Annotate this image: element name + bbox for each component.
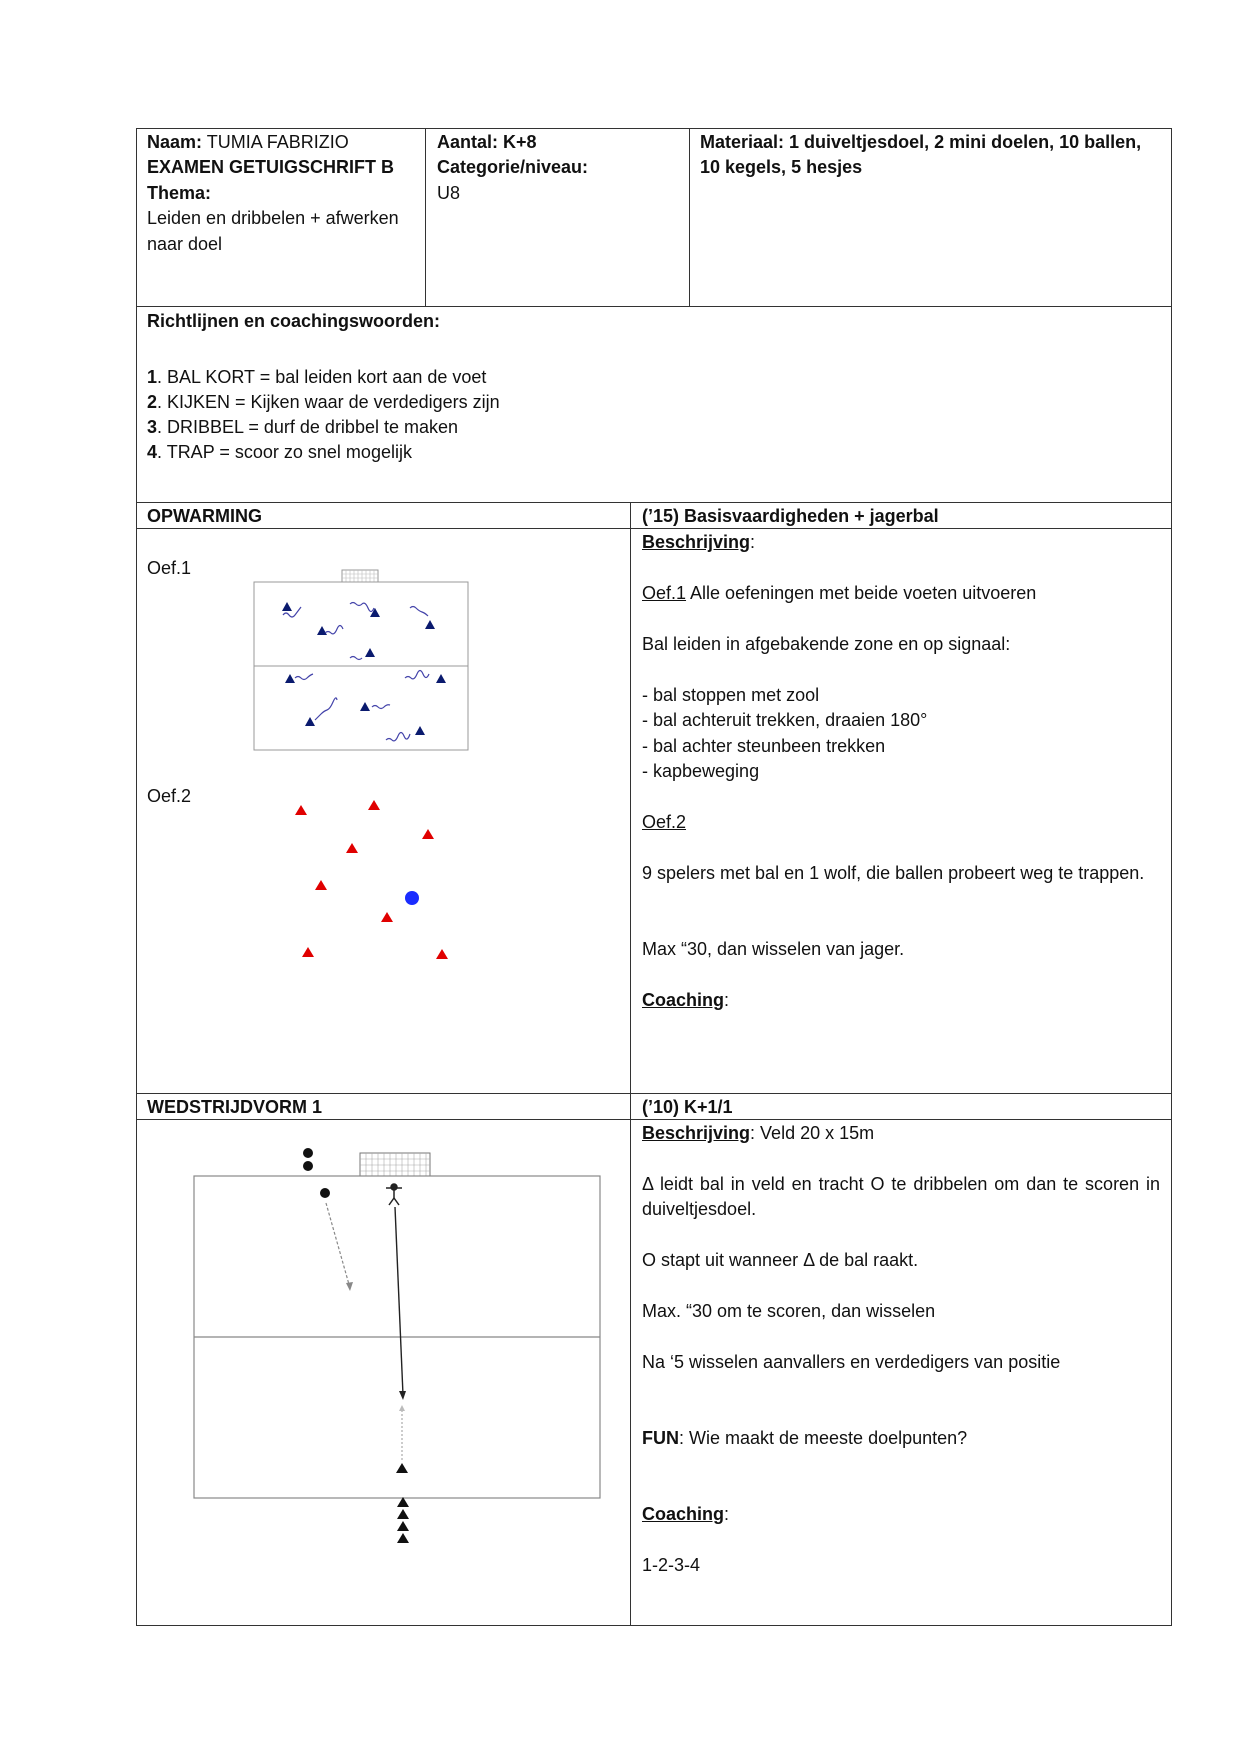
aantal-text: Aantal: K+8 xyxy=(437,132,537,152)
richtlijnen-title xyxy=(147,309,440,334)
ball xyxy=(320,1188,330,1198)
naam-label: Naam: xyxy=(147,132,203,152)
colon: : xyxy=(724,1504,730,1524)
materiaal-line2-text: 10 kegels, 5 hesjes xyxy=(700,157,863,177)
opwarming-title xyxy=(147,504,262,529)
wedstrijd-desc3: Max. “30 om te scoren, dan wisselen xyxy=(642,1301,936,1321)
richtlijn-num: 1 xyxy=(147,367,158,387)
materiaal-line1 xyxy=(700,130,1141,155)
oef2-heading xyxy=(642,810,686,835)
duiveltjesdoel xyxy=(360,1153,430,1176)
richtlijn-text: . TRAP = scoor zo snel mogelijk xyxy=(157,442,412,462)
wedstrijd-coaching xyxy=(642,1502,729,1527)
fun-line xyxy=(642,1426,967,1451)
richtlijn-text: . DRIBBEL = durf de dribbel te maken xyxy=(157,417,459,437)
wedstrijd-beschrijving xyxy=(642,1121,874,1146)
naam-line xyxy=(147,130,349,155)
richtlijn-text: . BAL KORT = bal leiden kort aan de voet xyxy=(157,367,487,387)
colon: : xyxy=(724,990,730,1010)
richtlijn-num: 4 xyxy=(147,442,158,462)
spare-ball xyxy=(303,1148,313,1158)
opwarming-time-title xyxy=(642,504,939,529)
richtlijn-item-2 xyxy=(147,390,500,415)
richtlijn-num: 2 xyxy=(147,392,158,412)
thema-label xyxy=(147,181,211,206)
table-border-right xyxy=(1171,128,1172,1626)
wedstrijd-title-text: WEDSTRIJDVORM 1 xyxy=(147,1097,323,1117)
table-border-left xyxy=(136,128,137,1626)
richtlijn-text: . KIJKEN = Kijken waar de verdedigers zijn xyxy=(157,392,500,412)
coaching-value: 1-2-3-4 xyxy=(642,1555,701,1575)
wedstrijd-diagram xyxy=(190,1145,610,1555)
wedstrijd-title xyxy=(147,1095,322,1120)
waiting-attackers xyxy=(397,1497,409,1543)
richtlijnen-row-bottom xyxy=(136,502,1172,503)
fun-label: FUN xyxy=(642,1428,679,1448)
categorie-label xyxy=(437,155,588,180)
coaching-label: Coaching xyxy=(642,1504,725,1524)
oef1-label: Oef.1 xyxy=(147,558,192,578)
spare-ball xyxy=(303,1161,313,1171)
oef1-text: Alle oefeningen met beide voeten uitvoeren xyxy=(686,583,1037,603)
goalkeeper-icon xyxy=(386,1184,402,1205)
examen-title xyxy=(147,155,394,180)
beschrijving-label: Beschrijving xyxy=(642,1123,751,1143)
thema-value-line1: Leiden en dribbelen + afwerken xyxy=(147,208,399,228)
oef2-label: Oef.2 xyxy=(147,786,192,806)
table-border-bottom xyxy=(136,1625,1172,1626)
colon: : xyxy=(750,532,756,552)
richtlijn-item-1 xyxy=(147,365,486,390)
beschrijving-rest: : Veld 20 x 15m xyxy=(750,1123,875,1143)
coaching-label: Coaching xyxy=(642,990,725,1010)
wedstrijd-time-title xyxy=(642,1095,733,1120)
blue-players xyxy=(282,602,446,735)
bullet-2: - bal achteruit trekken, draaien 180° xyxy=(642,710,928,730)
wedstrijd-desc1: Δ leidt bal in veld en tracht O te dribbelen om dan te scoren in duiveltjesdoel. xyxy=(642,1174,1160,1219)
header-divider-2 xyxy=(689,128,690,306)
beschrijving-label: Beschrijving xyxy=(642,532,751,552)
thema-value-line2: naar doel xyxy=(147,234,223,254)
opwarming-time-title-text: (’15) Basisvaardigheden + jagerbal xyxy=(642,506,939,526)
opwarming-title-text: OPWARMING xyxy=(147,506,262,526)
oef1-intro: Bal leiden in afgebakende zone en op signaal: xyxy=(642,634,1011,654)
bullet-1: - bal stoppen met zool xyxy=(642,685,820,705)
header-row-bottom xyxy=(136,306,1172,307)
wedstrijd-desc2: O stapt uit wanneer Δ de bal raakt. xyxy=(642,1250,919,1270)
oef1-heading: Oef.1 xyxy=(642,583,687,603)
oef2-diagram xyxy=(290,805,470,985)
oef2-heading-text: Oef.2 xyxy=(642,812,687,832)
categorie-label-text: Categorie/niveau: xyxy=(437,157,589,177)
aantal xyxy=(437,130,537,155)
opwarming-beschrijving xyxy=(642,530,755,555)
dribble-paths xyxy=(283,603,429,741)
red-players xyxy=(295,800,448,959)
richtlijn-num: 3 xyxy=(147,417,158,437)
defender-run xyxy=(395,1207,403,1395)
examen-text: EXAMEN GETUIGSCHRIFT B xyxy=(147,157,395,177)
table-border-top xyxy=(136,128,1172,129)
categorie-value: U8 xyxy=(437,183,461,203)
pass-path xyxy=(326,1203,350,1288)
wedstrijd-desc4: Na ‘5 wisselen aanvallers en verdedigers van positie xyxy=(642,1352,1061,1372)
bullet-4: - kapbeweging xyxy=(642,761,760,781)
richtlijnen-title-text: Richtlijnen en coachingswoorden: xyxy=(147,311,441,331)
oef1-description xyxy=(642,581,1036,606)
naam-value: TUMIA FABRIZIO xyxy=(202,132,349,152)
wolf-player xyxy=(405,891,419,905)
wedstrijd-time-title-text: (’10) K+1/1 xyxy=(642,1097,733,1117)
mini-goal xyxy=(342,570,378,582)
opwarming-coaching xyxy=(642,988,729,1013)
richtlijn-item-4 xyxy=(147,440,412,465)
max-text: Max “30, dan wisselen van jager. xyxy=(642,939,905,959)
opwarming-row-bottom xyxy=(136,1093,1172,1094)
thema-label-text: Thema: xyxy=(147,183,212,203)
attacker xyxy=(396,1463,408,1473)
fun-text: : Wie maakt de meeste doelpunten? xyxy=(679,1428,968,1448)
materiaal-line2 xyxy=(700,155,862,180)
bullet-3: - bal achter steunbeen trekken xyxy=(642,736,886,756)
oef1-diagram xyxy=(250,570,480,755)
header-divider-1 xyxy=(425,128,426,306)
oef2-text: 9 spelers met bal en 1 wolf, die ballen probeert weg te trappen. xyxy=(642,863,1145,883)
opwarming-col-divider xyxy=(630,502,631,1626)
richtlijn-item-3 xyxy=(147,415,458,440)
materiaal-line1-text: Materiaal: 1 duiveltjesdoel, 2 mini doelen, 10 ballen, xyxy=(700,132,1142,152)
